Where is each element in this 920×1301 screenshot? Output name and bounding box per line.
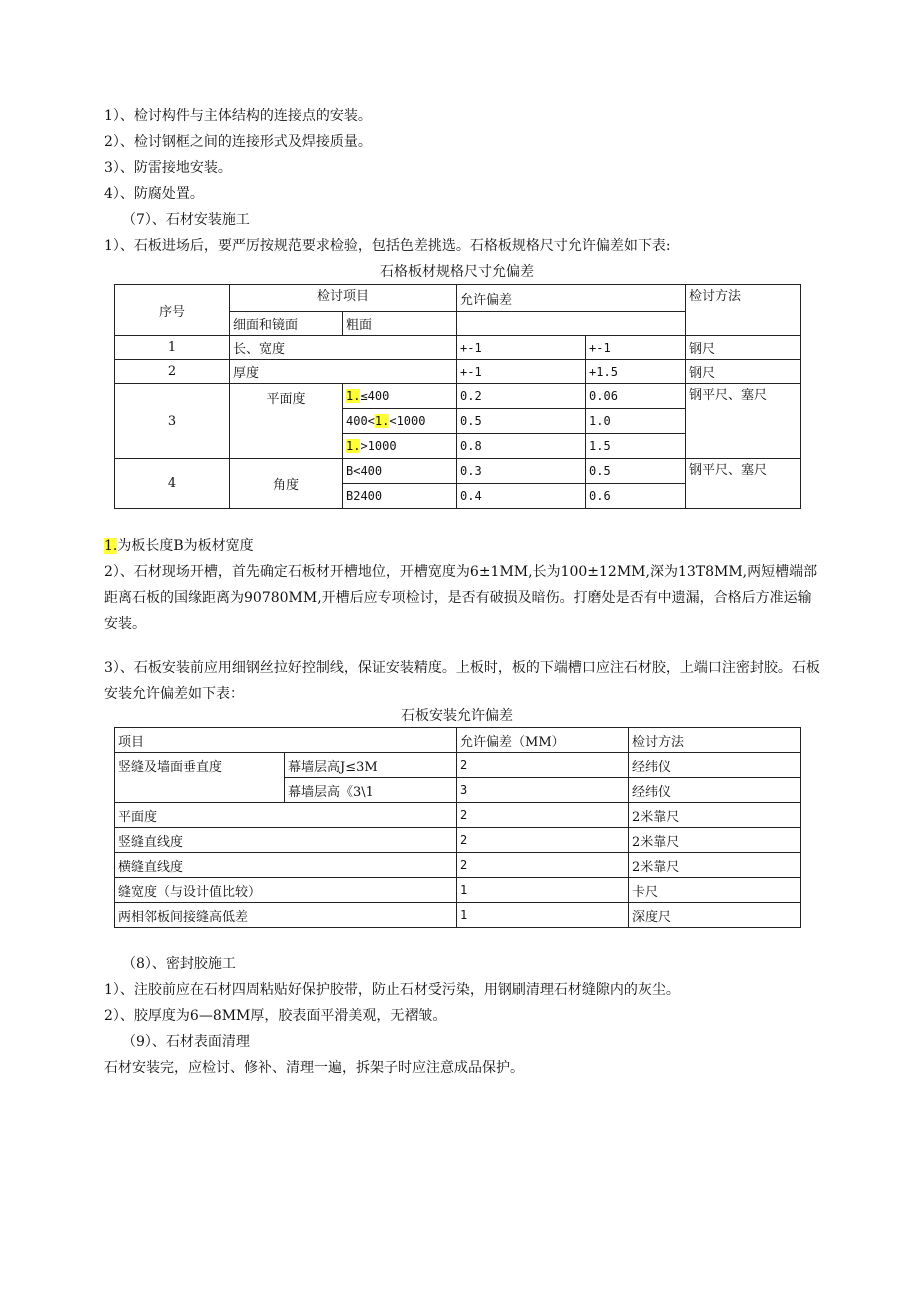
highlight-mark: 1. — [104, 538, 118, 554]
row4-rough-1: 0.5 — [586, 459, 686, 484]
stone-install-tolerance-table — [114, 727, 801, 928]
t2-header-item: 项目 — [115, 728, 457, 753]
t2-row3-item: 平面度 — [115, 803, 457, 828]
row4-cond-1: B<400 — [343, 459, 457, 484]
row1-fine: +-1 — [457, 336, 586, 360]
t2-row2-tol: 3 — [457, 778, 629, 803]
t2-row6-item: 缝宽度（与设计值比较） — [115, 878, 457, 903]
t2-row1-method: 经纬仪 — [629, 753, 801, 778]
t2-row2-sub: 幕墙层高《3\1 — [285, 778, 457, 803]
header-item: 检讨项目 — [230, 285, 457, 312]
section7-heading: （7）、石材安装施工 — [122, 212, 250, 228]
section8-item1: 1）、注胶前应在石材四周粘贴好保护胶带，防止石材受污染，用钢刷清理石材缝隙内的灰尘。 — [104, 982, 680, 998]
highlight-mark: 1. — [374, 414, 390, 428]
row3-rough-2: 1.0 — [586, 409, 686, 434]
section9-text: 石材安装完，应检讨、修补、清理一遍，拆架子时应注意成品保护。 — [104, 1060, 524, 1076]
intro-item-3: 3）、防雷接地安装。 — [104, 160, 232, 176]
intro-item-4: 4）、防腐处置。 — [104, 186, 204, 202]
header-tolerance: 允许偏差 — [457, 285, 686, 312]
row3-seq: 3 — [115, 384, 230, 459]
header-rough: 粗面 — [343, 312, 457, 336]
t2-row5-tol: 2 — [457, 853, 629, 878]
row3-cond-2: 400<1.<1000 — [343, 409, 457, 434]
row2-seq: 2 — [115, 360, 230, 384]
row3-rough-3: 1.5 — [586, 434, 686, 459]
t2-row2-method: 经纬仪 — [629, 778, 801, 803]
table2-caption: 石板安装允许偏差 — [401, 708, 513, 724]
t2-row1-tol: 2 — [457, 753, 629, 778]
section7-item2: 2）、石材现场开槽，首先确定石板材开槽地位，开槽宽度为6±1MM,长为100±12MM,深为13T8MM,两短槽端部距离石板的国缘距离为90780MM,开槽后应专项检讨，是否有破损及暗伤。打磨处是否有中遗漏，合格后方准运输安装。 — [104, 564, 818, 632]
highlight-mark: 1. — [346, 439, 361, 453]
t2-row1-sub: 幕墙层高J≤3M — [285, 753, 457, 778]
row3-cond-3: 1.>1000 — [343, 434, 457, 459]
row4-method: 钢平尺、塞尺 — [686, 459, 801, 509]
header-fine: 细面和镜面 — [230, 312, 343, 336]
row3-method: 钢平尺、塞尺 — [686, 384, 801, 459]
stone-size-tolerance-table — [114, 284, 801, 509]
t2-row6-method: 卡尺 — [629, 878, 801, 903]
t2-row5-method: 2米靠尺 — [629, 853, 801, 878]
intro-item-2: 2）、检讨钢框之间的连接形式及焊接质量。 — [104, 134, 372, 150]
t2-row7-item: 两相邻板间接缝高低差 — [115, 903, 457, 928]
row2-rough: +1.5 — [586, 360, 686, 384]
row1-seq: 1 — [115, 336, 230, 360]
table1-caption: 石格板材规格尺寸允偏差 — [380, 264, 534, 280]
row2-method: 钢尺 — [686, 360, 801, 384]
t2-header-tolerance: 允许偏差（MM） — [457, 728, 629, 753]
t2-row3-tol: 2 — [457, 803, 629, 828]
t2-row4-tol: 2 — [457, 828, 629, 853]
row2-fine: +-1 — [457, 360, 586, 384]
row3-rough-1: 0.06 — [586, 384, 686, 409]
section8-heading: （8）、密封胶施工 — [122, 956, 236, 972]
t2-row4-method: 2米靠尺 — [629, 828, 801, 853]
row4-fine-2: 0.4 — [457, 484, 586, 509]
row3-cond-1: 1.≤400 — [343, 384, 457, 409]
row4-seq: 4 — [115, 459, 230, 509]
row4-rough-2: 0.6 — [586, 484, 686, 509]
row3-fine-3: 0.8 — [457, 434, 586, 459]
intro-item-1: 1）、检讨构件与主体结构的连接点的安装。 — [104, 108, 372, 124]
t2-row7-tol: 1 — [457, 903, 629, 928]
t2-row5-item: 横缝直线度 — [115, 853, 457, 878]
t2-header-method: 检讨方法 — [629, 728, 801, 753]
t2-row6-tol: 1 — [457, 878, 629, 903]
row4-cond-2: B2400 — [343, 484, 457, 509]
row1-item: 长、宽度 — [230, 336, 457, 360]
section9-heading: （9）、石材表面清理 — [122, 1034, 250, 1050]
header-method: 检讨方法 — [686, 285, 801, 336]
row4-fine-1: 0.3 — [457, 459, 586, 484]
row3-fine-1: 0.2 — [457, 384, 586, 409]
section7-item1: 1）、石板进场后，要严厉按规范要求检验，包括色差挑选。石格板规格尺寸允许偏差如下表: — [104, 238, 671, 254]
row1-rough: +-1 — [586, 336, 686, 360]
table1-note: 1.为板长度B为板材宽度 — [104, 538, 254, 554]
section8-item2: 2）、胶厚度为6—8MM厚，胶表面平滑美观，无褶皱。 — [104, 1008, 447, 1024]
row2-item: 厚度 — [230, 360, 457, 384]
row4-item: 角度 — [230, 459, 343, 509]
t2-row7-method: 深度尺 — [629, 903, 801, 928]
t2-row1-item: 竖缝及墙面垂直度 — [115, 753, 285, 803]
t2-row4-item: 竖缝直线度 — [115, 828, 457, 853]
header-seq: 序号 — [115, 285, 230, 336]
row1-method: 钢尺 — [686, 336, 801, 360]
t2-row3-method: 2米靠尺 — [629, 803, 801, 828]
row3-fine-2: 0.5 — [457, 409, 586, 434]
highlight-mark: 1. — [346, 389, 361, 403]
section7-item3: 3）、石板安装前应用细钢丝拉好控制线，保证安装精度。上板时，板的下端槽口应注石材胶，上端口注密封胶。石板安装允许偏差如下表： — [104, 660, 820, 702]
row3-item: 平面度 — [230, 384, 343, 459]
